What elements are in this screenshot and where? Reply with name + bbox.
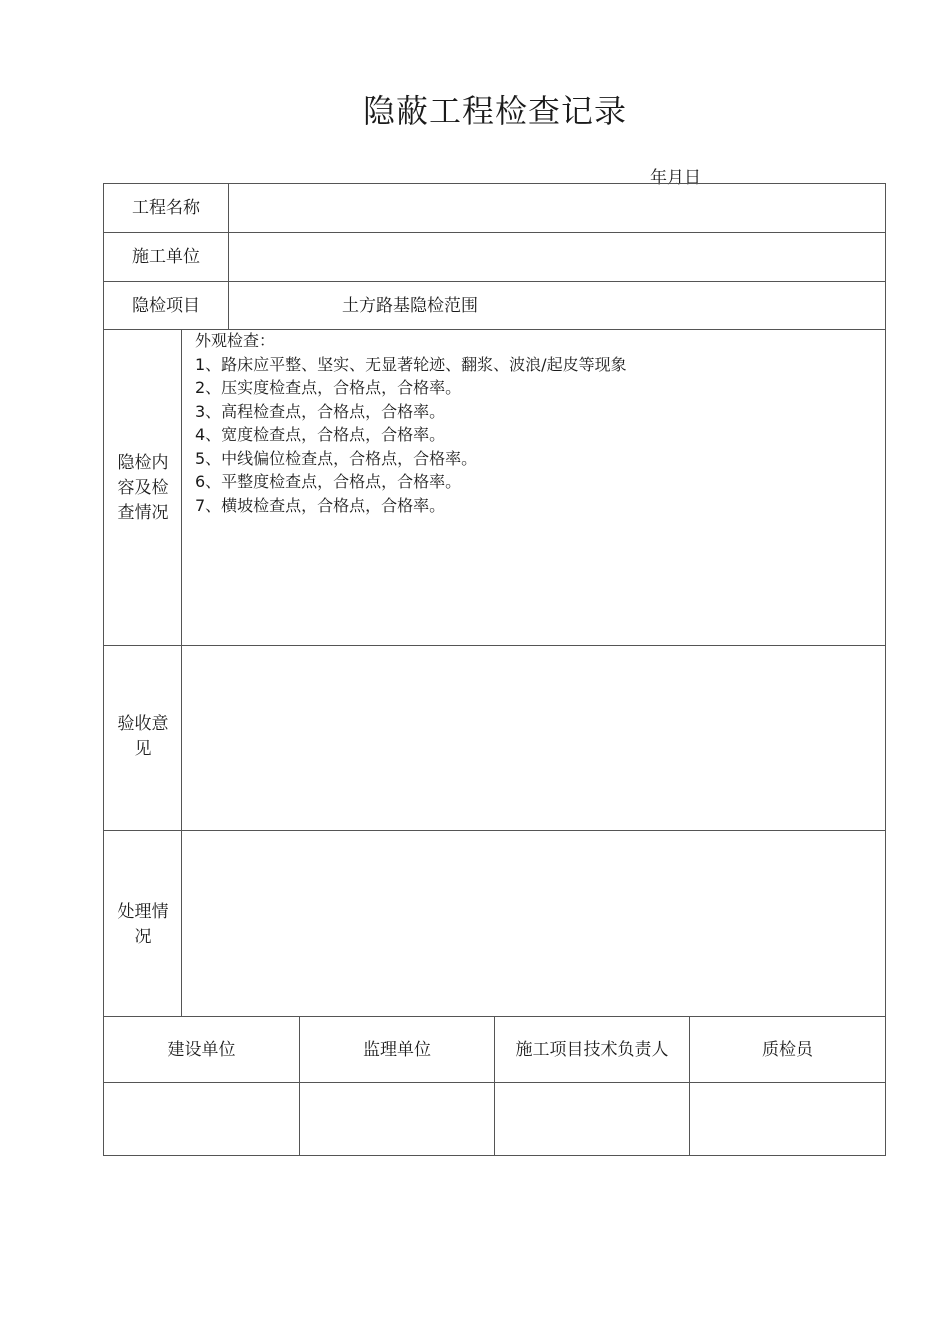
content-line: 外观检查：	[195, 331, 276, 350]
date-label: 年月日	[650, 168, 701, 188]
inspection-item-value[interactable]: 土方路基隐检范围	[342, 296, 478, 316]
tech-lead-label: 施工项目技术负责人	[515, 1040, 669, 1060]
content-line: 3、高程检查点，合格点，合格率。	[195, 401, 446, 421]
content-line: 5、中线偏位检查点，合格点，合格率。	[195, 448, 478, 468]
handling-label: 处理情况	[117, 902, 169, 947]
page-title: 隐蔽工程检查记录	[362, 92, 627, 130]
inspection-content-list	[195, 329, 627, 517]
owner-unit-label: 建设单位	[167, 1040, 236, 1060]
supervision-unit-label: 监理单位	[363, 1040, 431, 1060]
row-divider	[104, 281, 885, 282]
row-divider	[104, 830, 885, 831]
inspection-form	[103, 183, 886, 1156]
inspection-item-label: 隐检项目	[132, 296, 200, 316]
content-line: 2、压实度检查点，合格点，合格率。	[195, 378, 462, 397]
quality-inspector-label: 质检员	[762, 1040, 813, 1060]
owner-unit-signature[interactable]	[104, 1083, 299, 1156]
tech-lead-signature[interactable]	[495, 1083, 689, 1156]
row-divider	[104, 645, 885, 646]
content-line: 7、横坡检查点，合格点，合格率。	[195, 495, 446, 515]
column-divider	[181, 329, 182, 1017]
content-line: 6、平整度检查点，合格点，合格率。	[195, 472, 462, 491]
project-name-label: 工程名称	[132, 198, 200, 218]
content-line: 1、路床应平整、坚实、无显著轮迹、翻浆、波浪/起皮等现象	[195, 354, 627, 374]
row-divider	[104, 232, 885, 233]
construction-unit-label: 施工单位	[132, 247, 200, 267]
acceptance-opinion-label: 验收意见	[117, 714, 169, 759]
content-line: 4、宽度检查点，合格点，合格率。	[195, 425, 446, 444]
column-divider	[228, 184, 229, 330]
quality-inspector-signature[interactable]	[690, 1083, 885, 1156]
supervision-unit-signature[interactable]	[300, 1083, 494, 1156]
inspection-content-label: 隐检内容及检查情况	[117, 453, 169, 523]
